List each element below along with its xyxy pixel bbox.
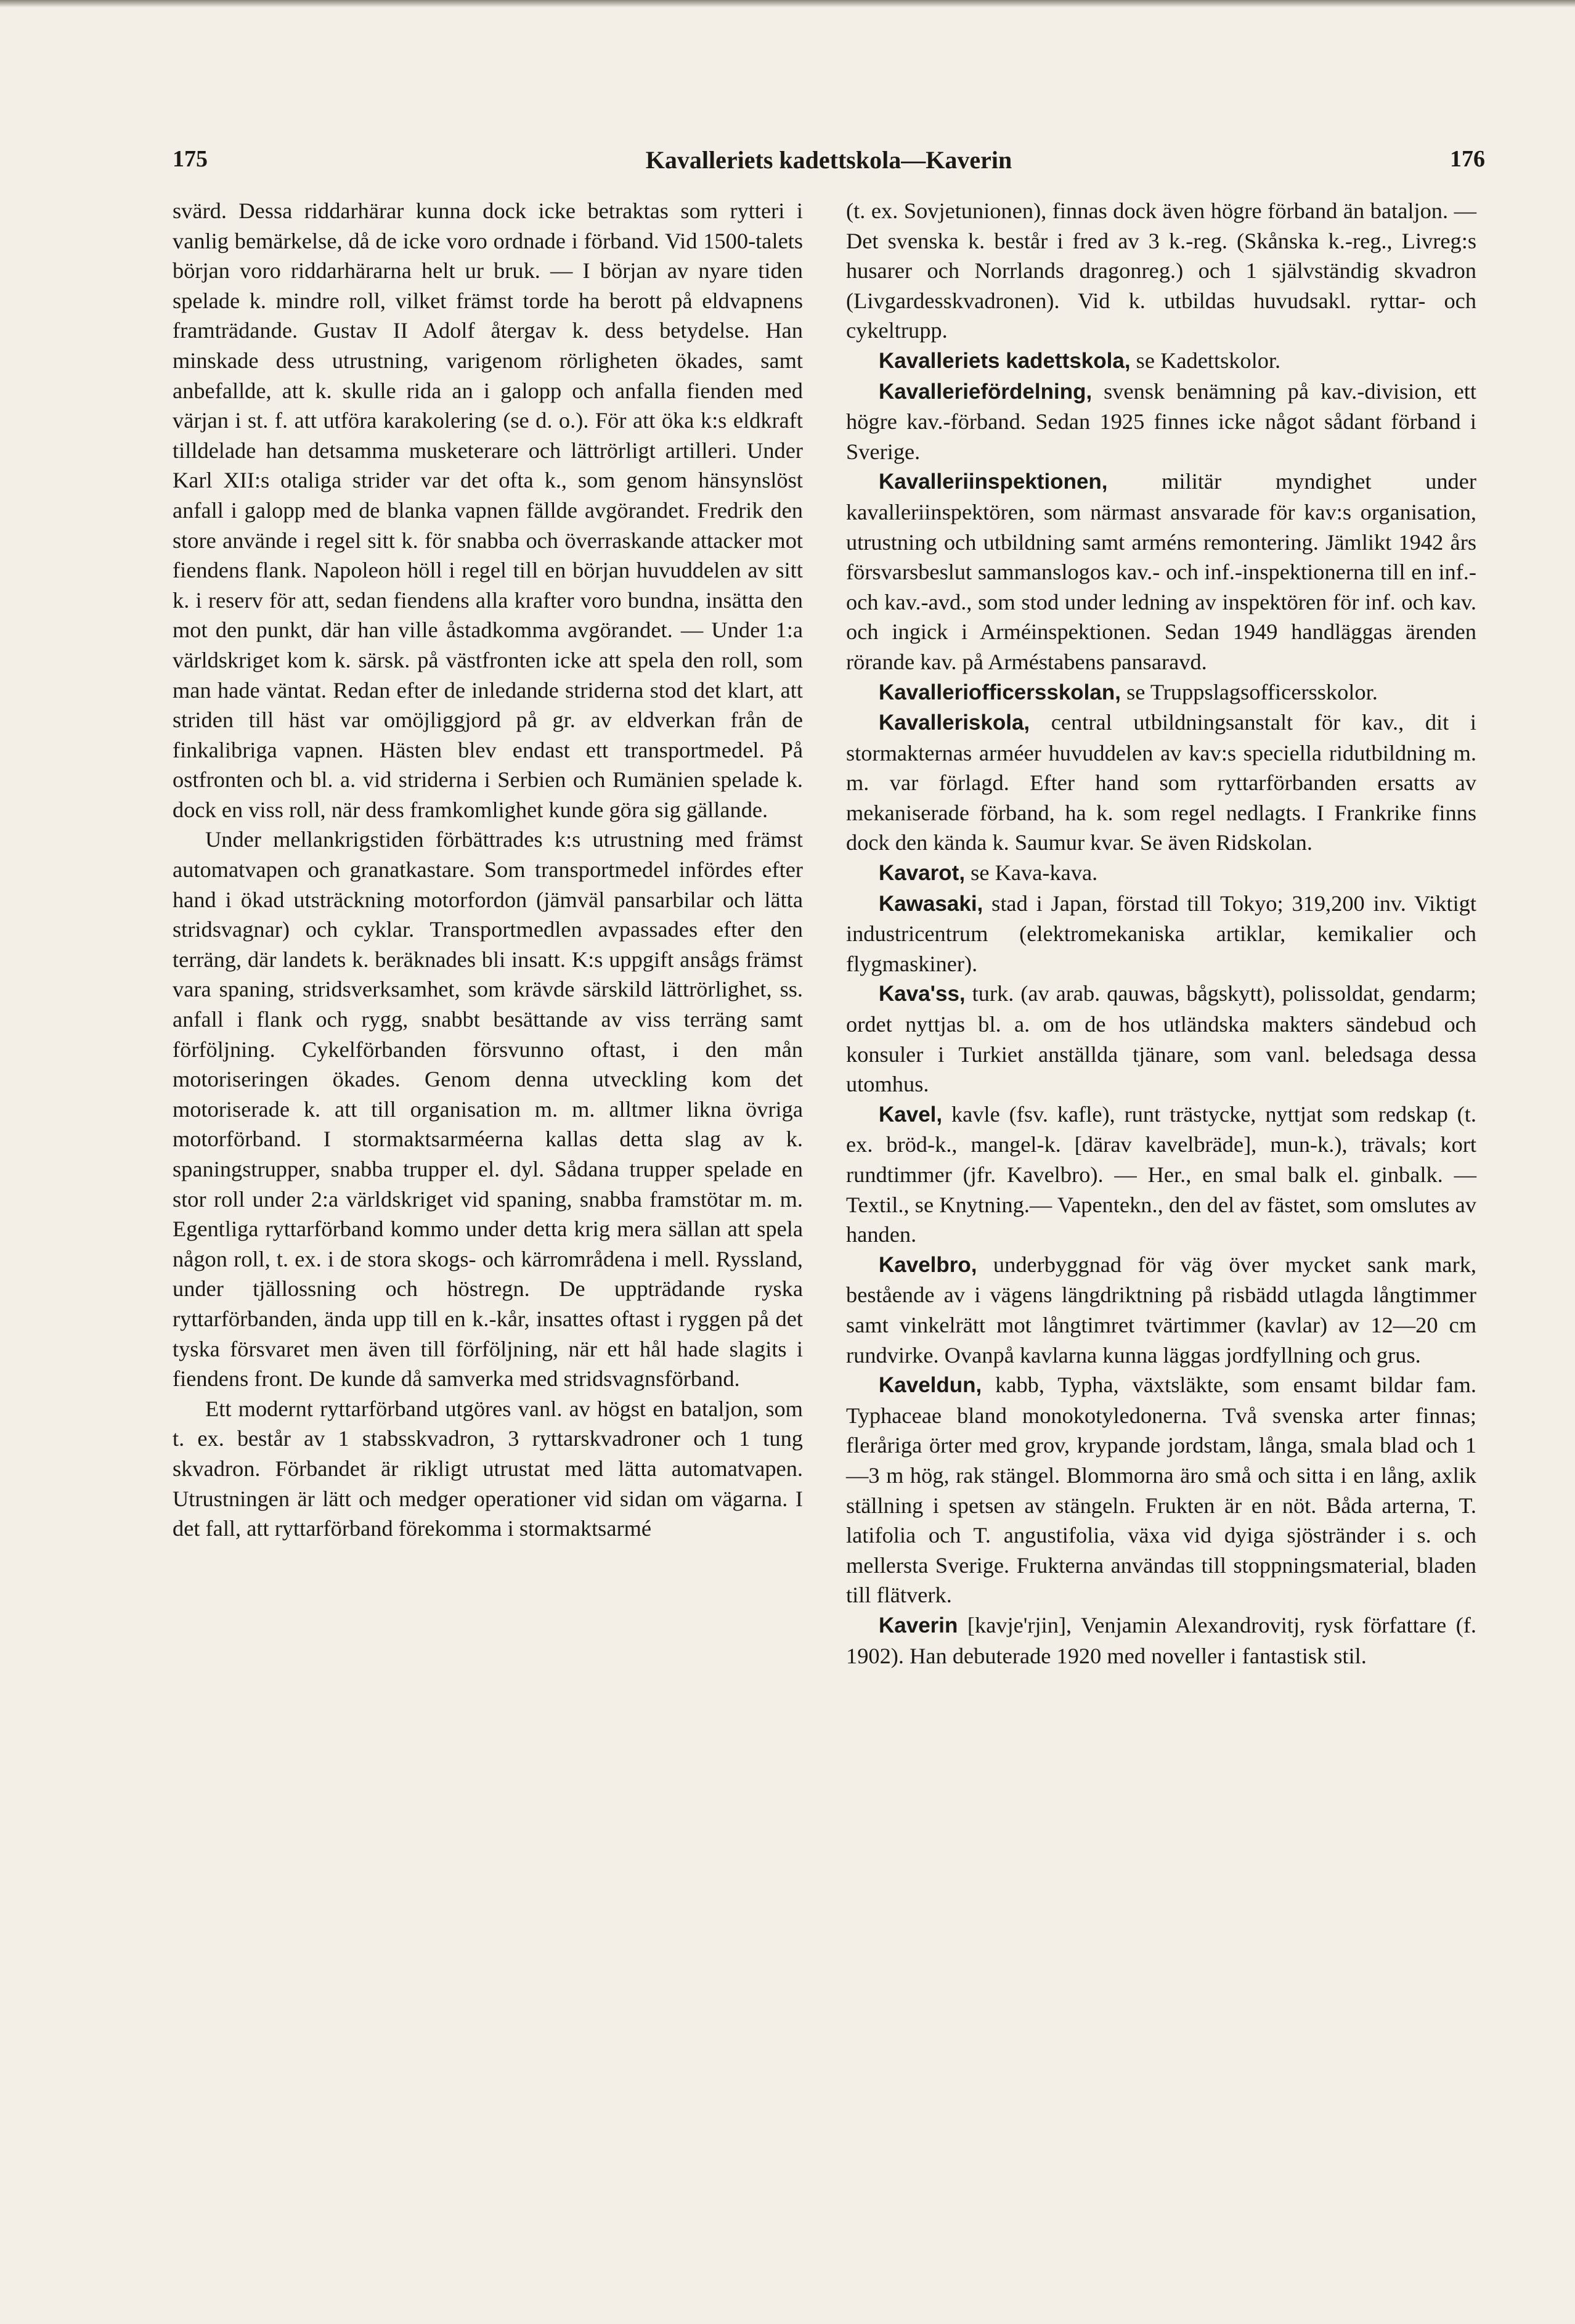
entry-kaverin xyxy=(846,1610,1476,1671)
left-column xyxy=(173,196,803,1544)
entry-text: kavle (fsv. kafle), runt trästycke, nyttjat som redskap (t. ex. bröd-k., mangel-k. [därav kavelbräde], mun-k.), trävals; kort rundtimmer (jfr. Kavelbro). — Her., en smal balk el. ginbalk. — Textil., se Knytning.— Vapentekn., den del av fästet, som omslutes av handen. xyxy=(846,1101,1476,1247)
paragraph: Ett modernt ryttarförband utgöres vanl. av högst en bataljon, som t. ex. består av 1 stabsskvadron, 3 ryttarskvadroner och 1 tung skvadron. Förbandet är rikligt utrustat med lätta automatvapen. Utrustningen är lätt och medger operationer vid sidan om vägarna. I det fall, att ryttarförband förekomma i stormaktsarmé xyxy=(173,1396,803,1541)
headword: Kavalleriefördelning, xyxy=(879,379,1093,404)
running-title: Kavalleriets kadettskola—Kaverin xyxy=(645,146,1012,174)
entry-kavalleriets-kadettskola xyxy=(846,346,1476,377)
entry-kavalleriofficersskolan xyxy=(846,677,1476,708)
entry-text: svensk benämning på kav.-division, ett högre kav.-förband. Sedan 1925 finnes icke något sådant förband i Sverige. xyxy=(846,378,1476,464)
entry-kaveldun xyxy=(846,1370,1476,1610)
entry-kavalleriefordelning xyxy=(846,377,1476,467)
entry-text: kabb, Typha, växtsläkte, som ensamt bildar fam. Typhaceae bland monokotyledonerna. Två svenska arter finnas; fleråriga örter med grov, krypande jordstam, långa, smala blad och 1—3 m hög, rak stängel. Blommorna äro små och sitta i en lång, axlik ställning i spetsen av stängeln. Frukten är en nöt. Båda arterna, T. latifolia och T. angustifolia, växa vid dyiga sjöstränder i s. och mellersta Sverige. Frukterna användas till stoppningsmaterial, bladen till flätverk. xyxy=(846,1372,1476,1608)
headword: Kavalleriskola, xyxy=(879,711,1030,735)
headword: Kavel, xyxy=(879,1102,943,1127)
headword: Kava'ss, xyxy=(879,982,966,1006)
headword: Kavelbro, xyxy=(879,1252,977,1277)
entry-text: underbyggnad för väg över mycket sank mark, bestående av i vägens längdriktning på risbädd utlagda långtimmer samt vinkelrätt mot långtimret tvärtimmer (kavlar) av 12—20 cm rundvirke. Ovanpå kavlarna kunna läggas jordfyllning och grus. xyxy=(846,1252,1476,1368)
page-number-left: 175 xyxy=(173,146,208,172)
entry-kavalleriinspektionen xyxy=(846,467,1476,677)
headword: Kavalleriinspektionen, xyxy=(879,470,1108,494)
entry-text: se Kadettskolor. xyxy=(1130,348,1281,373)
paragraph: (t. ex. Sovjetunionen), finnas dock även högre förband än bataljon. — Det svenska k. består i fred av 3 k.-reg. (Skånska k.-reg., Livreg:s husarer och Norrlands dragonreg.) och 1 självständig skvadron (Livgardesskvadronen). Vid k. utbildas huvudsakl. ryttar- och cykeltrupp. xyxy=(846,198,1476,343)
entry-text: stad i Japan, förstad till Tokyo; 319,200 inv. Viktigt industricentrum (elektromekaniska artiklar, kemikalier och flygmaskiner). xyxy=(846,891,1476,976)
page-edge xyxy=(0,0,1575,7)
right-column xyxy=(846,196,1476,1671)
paragraph: svärd. Dessa riddarhärar kunna dock icke betraktas som rytteri i vanlig bemärkelse, då de icke voro ordnade i förband. Vid 1500-talets början voro riddarhärarna helt ur bruk. — I början av nyare tiden spelade k. mindre roll, vilket främst torde ha berott på eldvapnens framträdande. Gustav II Adolf återgav k. dess betydelse. Han minskade dess utrustning, varigenom rörligheten ökades, samt anbefallde, att k. skulle rida an i galopp och anfalla fienden med värjan i st. f. att utföra karakolering (se d. o.). För att öka k:s eldkraft tilldelade han detsamma musketerare och lättrörligt artilleri. Under Karl XII:s otaliga strider var det ofta k., som genom hänsynslöst anfall i galopp med de blanka vapnen fällde avgörandet. Fredrik den store använde i regel sitt k. för snabba och överraskande attacker mot fiendens flank. Napoleon höll i regel till en början huvuddelen av sitt k. i reserv för att, sedan fiendens alla krafter voro bundna, insätta den mot den punkt, där han ville åstadkomma avgörandet. — Under 1:a världskriget kom k. särsk. på västfronten icke att spela den roll, som man hade väntat. Redan efter de inledande striderna stod det klart, att striden till häst var omöjliggjord på gr. av eldverkan från de finkalibriga vapnen. Hästen blev endast ett transportmedel. På ostfronten och bl. a. vid striderna i Serbien och Rumänien spelade k. dock en viss roll, när dess framkomlighet kunde göra sig gällande. xyxy=(173,198,803,822)
paragraph: Under mellankrigstiden förbättrades k:s utrustning med främst automatvapen och granatkastare. Som transportmedel infördes efter hand i ökad utsträckning motorfordon (jämväl pansarbilar och lätta stridsvagnar) och cyklar. Transportmedlen avpassades efter den terräng, där landets k. beräknades bli insatt. K:s uppgift ansågs främst vara spaning, stridsverksamhet, som krävde särskild lättrörlighet, ss. anfall i flank och rygg, snabbt besättande av viss terräng samt förföljning. Cykelförbanden försvunno oftast, i den mån motoriseringen ökades. Genom denna utveckling kom det motoriserade k. att till organisation m. m. alltmer likna övriga motorförband. I stormaktsarméerna kallas detta slag av k. spaningstrupper, snabba trupper el. dyl. Sådana trupper spelade en stor roll under 2:a världskriget vid spaning, snabba framstötar m. m. Egentliga ryttarförband kommo under detta krig mera sällan att spela någon roll, t. ex. i de stora skogs- och kärrområdena i mell. Ryssland, under tjällossning och höstregn. De uppträdande ryska ryttarförbanden, ända upp till en k.-kår, insattes oftast i ryggen på det tyska försvaret men även till förföljning, när ett hål hade slagits i fiendens front. De kunde då samverka med stridsvagnsförband. xyxy=(173,827,803,1392)
entry-text: central utbildningsanstalt för kav., dit i stormakternas arméer huvuddelen av kav:s speciella ridutbildning m. m. var förlagd. Efter hand som ryttarförbanden ersatts av mekaniserade förband, ha k. som regel nedlagts. I Frankrike finns dock den kända k. Saumur kvar. Se även Ridskolan. xyxy=(846,710,1476,855)
headword: Kavarot, xyxy=(879,861,966,886)
entry-kavass xyxy=(846,979,1476,1099)
entry-kavel xyxy=(846,1099,1476,1250)
page-number-right: 176 xyxy=(1450,146,1485,172)
entry-kavalleriskola xyxy=(846,707,1476,858)
headword: Kavalleriofficersskolan, xyxy=(879,680,1121,704)
entry-kavarot xyxy=(846,858,1476,889)
entry-text: se Truppslagsofficersskolor. xyxy=(1120,679,1378,704)
entry-text: militär myndighet under kavalleriinspektören, som närmast ansvarade för kav:s organisation, utrustning och utbildning samt arméns remontering. Jämlikt 1942 års försvarsbeslut sammanslogos kav.- och inf.-inspektionerna till en inf.- och kav.-avd., som stod under ledning av inspektören för inf. och kav. och ingick i Arméinspektionen. Sedan 1949 handläggas ärenden rörande kav. på Arméstabens pansaravd. xyxy=(846,469,1476,674)
entry-text: turk. (av arab. qauwas, bågskytt), polissoldat, gendarm; ordet nyttjas bl. a. om de hos utländska makters sändebud och konsuler i Turkiet anställda tjänare, som vanl. beledsaga dessa utomhus. xyxy=(846,981,1476,1097)
running-header xyxy=(173,145,1485,182)
entry-kawasaki xyxy=(846,889,1476,979)
headword: Kawasaki, xyxy=(879,891,983,916)
entry-text: se Kava-kava. xyxy=(965,860,1098,886)
headword: Kavalleriets kadettskola, xyxy=(879,348,1131,373)
headword: Kaveldun, xyxy=(879,1373,982,1398)
entry-text: [kavje'rjin], Venjamin Alexandrovitj, rysk författare (f. 1902). Han debuterade 1920 med noveller i fantastisk stil. xyxy=(846,1612,1476,1668)
entry-kavelbro xyxy=(846,1250,1476,1370)
headword: Kaverin xyxy=(879,1613,958,1637)
